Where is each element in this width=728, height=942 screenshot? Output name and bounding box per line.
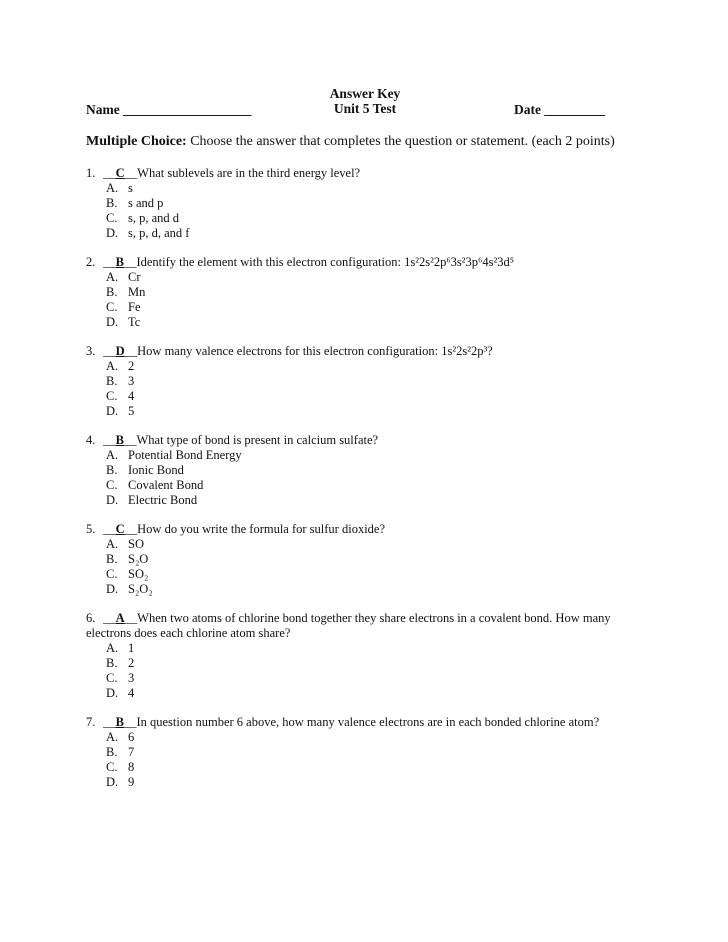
- option-item: [106, 181, 646, 196]
- date-field-label: Date _________: [514, 102, 606, 117]
- option-text: 2: [128, 359, 135, 373]
- option-item: [106, 671, 646, 686]
- option-text: 1: [128, 641, 135, 655]
- question-number: 7.: [86, 715, 96, 729]
- option-item: [106, 300, 646, 315]
- option-item: [106, 374, 646, 389]
- option-item: [106, 567, 646, 582]
- option-letter: D.: [106, 404, 119, 418]
- option-letter: C.: [106, 300, 118, 314]
- question-number: 1.: [86, 166, 96, 180]
- option-text: Covalent Bond: [128, 478, 204, 492]
- option-list: [86, 641, 646, 701]
- question-text: What sublevels are in the third energy level?: [137, 166, 361, 180]
- option-text: Fe: [128, 300, 141, 314]
- option-item: [106, 389, 646, 404]
- question-text: How do you write the formula for sulfur dioxide?: [137, 522, 386, 536]
- option-item: [106, 493, 646, 508]
- option-list: [86, 359, 646, 419]
- option-item: [106, 745, 646, 760]
- document-subtitle: Unit 5 Test: [333, 101, 397, 116]
- question-number: 5.: [86, 522, 96, 536]
- option-text: s and p: [128, 196, 164, 210]
- option-text: Cr: [128, 270, 141, 284]
- question-stem: [86, 166, 646, 181]
- instructions-label: Multiple Choice:: [86, 134, 187, 149]
- option-item: [106, 537, 646, 552]
- question-text: When two atoms of chlorine bond together they share electrons in a covalent bond. How many electrons does each chlorine atom share?: [86, 611, 611, 640]
- option-letter: B.: [106, 285, 118, 299]
- option-letter: B.: [106, 196, 118, 210]
- option-letter: C.: [106, 211, 118, 225]
- answer-blank-right: __: [123, 255, 137, 269]
- option-text: Electric Bond: [128, 493, 198, 507]
- question-stem: [86, 344, 646, 359]
- option-text: 8: [128, 760, 135, 774]
- answer-letter: A: [115, 611, 125, 625]
- option-letter: B.: [106, 463, 118, 477]
- option-item: [106, 478, 646, 493]
- option-text: S₂O: [128, 552, 149, 566]
- instructions-text: Choose the answer that completes the question or statement. (each 2 points): [186, 134, 615, 149]
- answer-blank-left: __: [103, 255, 116, 269]
- option-item: [106, 686, 646, 701]
- question-6: [86, 611, 646, 701]
- option-text: s, p, d, and f: [128, 226, 190, 240]
- option-text: s, p, and d: [128, 211, 180, 225]
- answer-letter: D: [115, 344, 125, 358]
- option-letter: C.: [106, 478, 118, 492]
- instructions: [86, 134, 615, 150]
- option-letter: A.: [106, 730, 119, 744]
- option-item: [106, 211, 646, 226]
- option-letter: D.: [106, 226, 119, 240]
- option-letter: C.: [106, 389, 118, 403]
- option-text: SO: [128, 537, 144, 551]
- option-text: S₂O₂: [128, 582, 153, 596]
- option-letter: B.: [106, 552, 118, 566]
- option-letter: B.: [106, 656, 118, 670]
- answer-blank-right: __: [124, 344, 138, 358]
- answer-letter: C: [115, 166, 125, 180]
- document-title: Answer Key: [329, 86, 401, 101]
- option-text: 4: [128, 686, 135, 700]
- option-letter: A.: [106, 359, 119, 373]
- option-list: [86, 448, 646, 508]
- question-number: 6.: [86, 611, 96, 625]
- option-text: 9: [128, 775, 135, 789]
- option-item: [106, 582, 646, 597]
- answer-blank-right: __: [123, 715, 137, 729]
- answer-blank-right: __: [124, 166, 138, 180]
- option-list: [86, 270, 646, 330]
- option-list: [86, 181, 646, 241]
- option-item: [106, 285, 646, 300]
- answer-blank-left: __: [103, 344, 116, 358]
- answer-blank-right: __: [123, 433, 137, 447]
- option-item: [106, 656, 646, 671]
- option-text: Potential Bond Energy: [128, 448, 242, 462]
- question-stem: [86, 611, 646, 641]
- option-letter: D.: [106, 582, 119, 596]
- answer-blank-left: __: [103, 433, 116, 447]
- option-letter: A.: [106, 448, 119, 462]
- option-item: [106, 463, 646, 478]
- option-letter: A.: [106, 270, 119, 284]
- question-list: [86, 166, 646, 804]
- answer-blank-right: __: [124, 611, 138, 625]
- option-item: [106, 552, 646, 567]
- question-stem: [86, 715, 646, 730]
- option-text: Ionic Bond: [128, 463, 184, 477]
- option-text: 2: [128, 656, 135, 670]
- question-number: 2.: [86, 255, 96, 269]
- option-item: [106, 760, 646, 775]
- option-letter: A.: [106, 181, 119, 195]
- option-letter: D.: [106, 493, 119, 507]
- question-7: [86, 715, 646, 790]
- option-letter: B.: [106, 374, 118, 388]
- option-letter: B.: [106, 745, 118, 759]
- option-text: 7: [128, 745, 135, 759]
- answer-letter: C: [115, 522, 125, 536]
- question-4: [86, 433, 646, 508]
- option-item: [106, 226, 646, 241]
- option-letter: A.: [106, 641, 119, 655]
- option-item: [106, 641, 646, 656]
- question-text: What type of bond is present in calcium sulfate?: [136, 433, 379, 447]
- question-text: Identify the element with this electron configuration: 1s²2s²2p⁶3s²3p⁶4s²3d⁵: [136, 255, 515, 269]
- question-5: [86, 522, 646, 597]
- document-header: [0, 86, 728, 122]
- option-list: [86, 730, 646, 790]
- answer-blank-right: __: [124, 522, 138, 536]
- option-item: [106, 315, 646, 330]
- option-list: [86, 537, 646, 597]
- question-1: [86, 166, 646, 241]
- option-text: SO₂: [128, 567, 149, 581]
- option-item: [106, 196, 646, 211]
- answer-blank-left: __: [103, 522, 116, 536]
- header-titles: [300, 86, 430, 116]
- answer-blank-left: __: [103, 611, 116, 625]
- question-number: 3.: [86, 344, 96, 358]
- answer-letter: B: [115, 255, 124, 269]
- option-item: [106, 270, 646, 285]
- option-item: [106, 404, 646, 419]
- option-text: Mn: [128, 285, 146, 299]
- question-stem: [86, 255, 646, 270]
- answer-letter: B: [115, 715, 124, 729]
- option-text: 5: [128, 404, 135, 418]
- option-letter: C.: [106, 671, 118, 685]
- question-stem: [86, 522, 646, 537]
- option-item: [106, 359, 646, 374]
- option-text: s: [128, 181, 133, 195]
- question-text: In question number 6 above, how many valence electrons are in each bonded chlorine atom?: [136, 715, 600, 729]
- name-field-label: Name ___________________: [86, 102, 252, 117]
- question-number: 4.: [86, 433, 96, 447]
- question-stem: [86, 433, 646, 448]
- option-letter: A.: [106, 537, 119, 551]
- option-item: [106, 775, 646, 790]
- option-letter: D.: [106, 315, 119, 329]
- option-text: 6: [128, 730, 135, 744]
- answer-letter: B: [115, 433, 124, 447]
- option-item: [106, 448, 646, 463]
- answer-blank-left: __: [103, 166, 116, 180]
- option-text: 3: [128, 671, 135, 685]
- option-text: Tc: [128, 315, 141, 329]
- question-text: How many valence electrons for this electron configuration: 1s²2s²2p³?: [137, 344, 493, 358]
- option-letter: D.: [106, 686, 119, 700]
- option-letter: D.: [106, 775, 119, 789]
- option-letter: C.: [106, 567, 118, 581]
- question-3: [86, 344, 646, 419]
- question-2: [86, 255, 646, 330]
- option-letter: C.: [106, 760, 118, 774]
- option-text: 3: [128, 374, 135, 388]
- answer-blank-left: __: [103, 715, 116, 729]
- option-item: [106, 730, 646, 745]
- option-text: 4: [128, 389, 135, 403]
